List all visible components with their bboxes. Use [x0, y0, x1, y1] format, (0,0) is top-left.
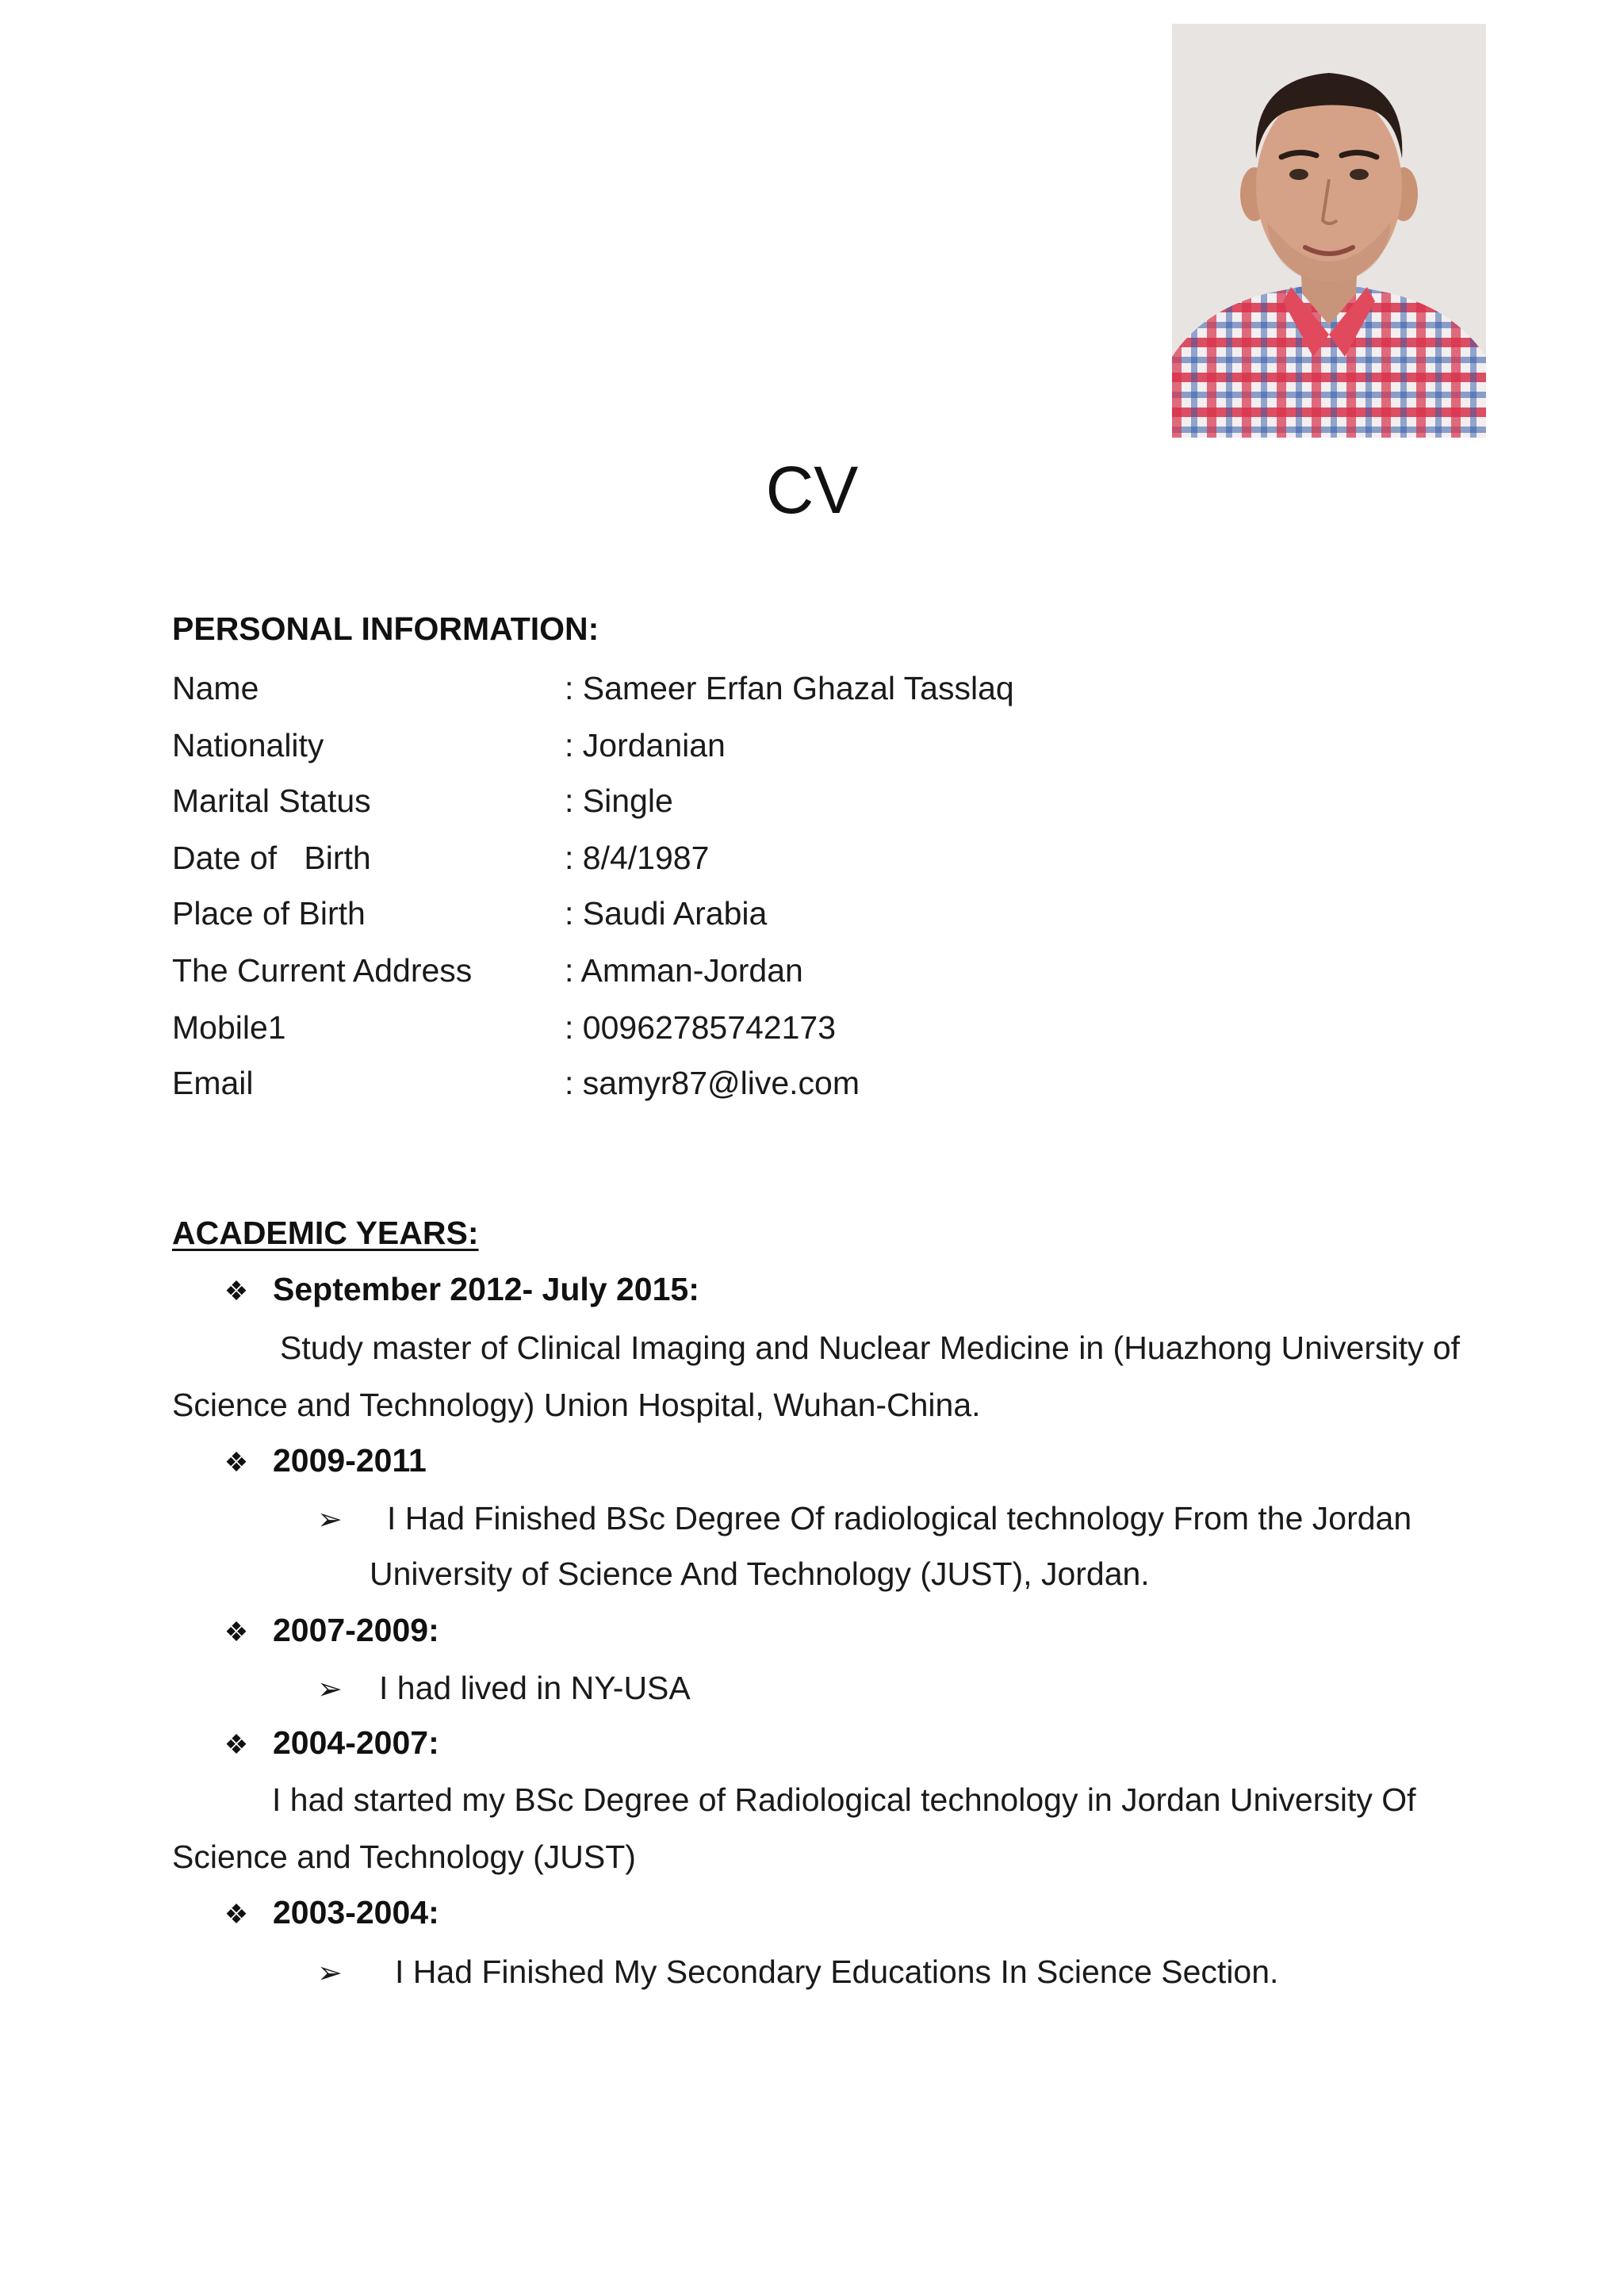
info-row-place-of-birth: [172, 891, 1441, 936]
period-label: 2004-2007:: [273, 1724, 439, 1761]
academic-entry-item: [317, 1490, 1443, 1548]
info-value: : Sameer Erfan Ghazal Tasslaq: [565, 670, 1014, 706]
info-row-marital-status: [172, 779, 1441, 823]
info-value: : Single: [565, 783, 673, 819]
profile-photo: [1172, 24, 1486, 438]
diamond-bullet-icon: ❖: [224, 1730, 249, 1760]
diamond-bullet-icon: ❖: [224, 1276, 249, 1307]
info-label: Marital Status: [172, 783, 371, 819]
info-row-mobile: [172, 1005, 1441, 1050]
academic-entry-text: Study master of Clinical Imaging and Nuclear Medicine in (Huazhong University of: [280, 1330, 1461, 1366]
diamond-bullet-icon: ❖: [224, 1448, 249, 1478]
info-value: : 00962785742173: [565, 1009, 837, 1046]
academic-entry-text: I had started my BSc Degree of Radiological technology in Jordan University Of: [272, 1781, 1416, 1818]
diamond-bullet-icon: ❖: [224, 1900, 249, 1930]
academic-entry-period: [222, 1440, 427, 1483]
info-value: : 8/4/1987: [565, 840, 710, 876]
info-row-name: [172, 666, 1441, 710]
academic-entry-period: [222, 1722, 439, 1766]
academic-entry-item: [317, 1944, 1443, 2001]
info-row-nationality: [172, 723, 1441, 767]
diamond-bullet-icon: ❖: [224, 1617, 249, 1647]
academic-entry-period: [222, 1269, 699, 1312]
academic-years-heading: ACADEMIC YEARS:: [172, 1215, 479, 1251]
info-value: : samyr87@live.com: [565, 1065, 860, 1101]
arrowhead-right-icon: ➢: [317, 1957, 343, 1990]
info-label: Date of Birth: [172, 840, 371, 876]
period-label: September 2012- July 2015:: [273, 1271, 699, 1307]
academic-entry-text: Science and Technology) Union Hospital, Wuhan-China.: [172, 1387, 981, 1423]
academic-entry-period: [222, 1609, 439, 1653]
item-text: I Had Finished BSc Degree Of radiological technology From the Jordan: [387, 1500, 1412, 1536]
info-row-email: [172, 1061, 1441, 1105]
info-label: Mobile1: [172, 1009, 286, 1046]
period-label: 2009-2011: [273, 1442, 427, 1479]
info-value: : Jordanian: [565, 727, 726, 763]
period-label: 2003-2004:: [273, 1894, 439, 1931]
info-label: Name: [172, 670, 259, 706]
academic-entry-text: University of Science And Technology (JUST), Jordan.: [370, 1556, 1150, 1592]
personal-info-heading: PERSONAL INFORMATION:: [172, 610, 599, 647]
academic-entry-period: [222, 1892, 439, 1935]
academic-entry-item: [317, 1660, 1443, 1717]
info-value: : Saudi Arabia: [565, 895, 768, 932]
info-label: Place of Birth: [172, 895, 366, 932]
document-title: CV: [765, 453, 859, 527]
info-label: Email: [172, 1065, 254, 1101]
arrowhead-right-icon: ➢: [317, 1503, 343, 1536]
item-text: I had lived in NY-USA: [379, 1670, 691, 1706]
info-label: Nationality: [172, 727, 324, 763]
academic-entry-text: Science and Technology (JUST): [172, 1839, 636, 1875]
info-row-current-address: [172, 948, 1441, 993]
arrowhead-right-icon: ➢: [317, 1673, 343, 1706]
item-text: I Had Finished My Secondary Educations In Science Section.: [395, 1954, 1279, 1990]
period-label: 2007-2009:: [273, 1612, 439, 1648]
info-row-date-of-birth: [172, 836, 1441, 880]
info-value: : Amman-Jordan: [565, 952, 803, 989]
info-label: The Current Address: [172, 952, 473, 989]
